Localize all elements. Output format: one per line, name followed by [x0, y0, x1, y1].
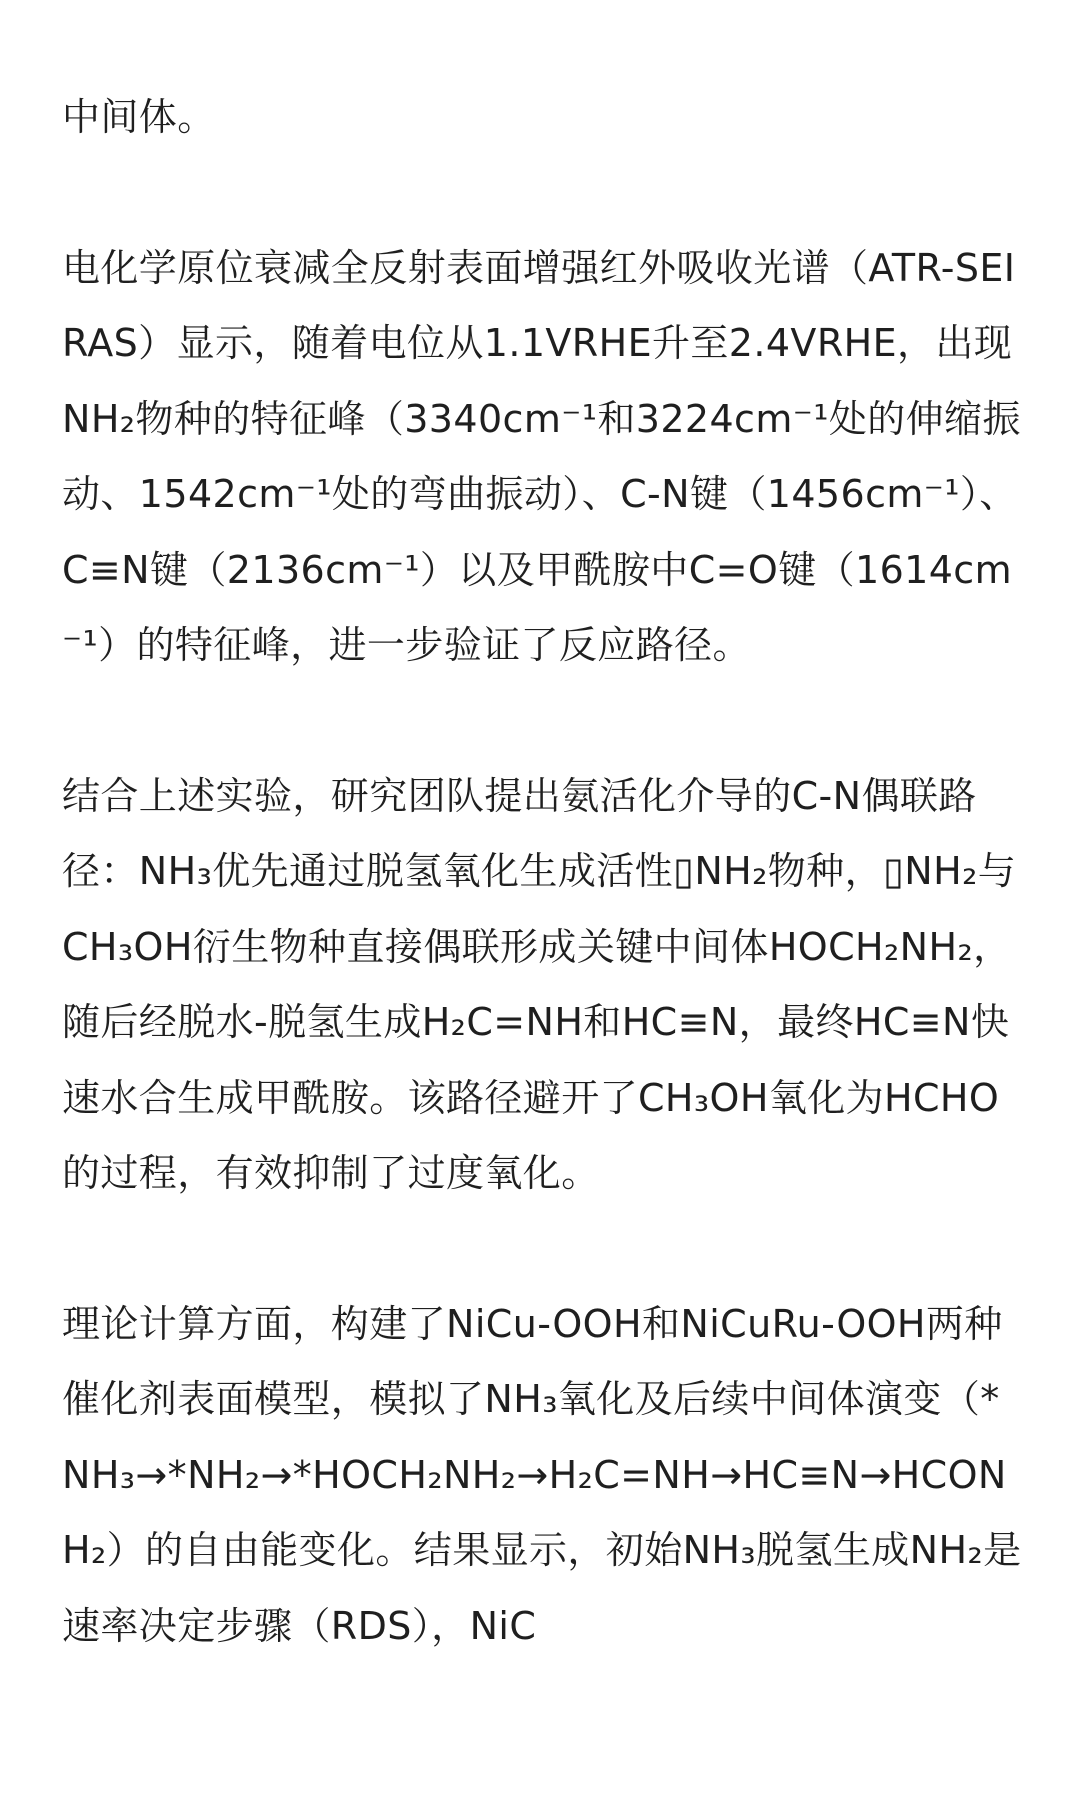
- paragraph-atr-seiras-results: 电化学原位衰减全反射表面增强红外吸收光谱（ATR-SEIRAS）显示，随着电位从1.1VRHE升至2.4VRHE，出现NH₂物种的特征峰（3340cm⁻¹和3224cm⁻¹处的伸缩振动、1542cm⁻¹处的弯曲振动）、C-N键（1456cm⁻¹）、C≡N键（2136cm⁻¹）以及甲酰胺中C=O键（1614cm⁻¹）的特征峰，进一步验证了反应路径。: [62, 245, 1021, 667]
- paragraph-intermediate-ending: 中间体。: [62, 95, 216, 139]
- paragraph-theoretical-calculation: 理论计算方面，构建了NiCu-OOH和NiCuRu-OOH两种催化剂表面模型，模拟了NH₃氧化及后续中间体演变（*NH₃→*NH₂→*HOCH₂NH₂→H₂C=NH→HC≡N→HCONH₂）的自由能变化。结果显示，初始NH₃脱氢生成NH₂是速率决定步骤（RDS），NiC: [62, 1301, 1022, 1648]
- article-body: [62, 80, 1022, 1664]
- paragraph-reaction-pathway: 结合上述实验，研究团队提出氨活化介导的C-N偶联路径：NH₃优先通过脱氢氧化生成活性▯NH₂物种，▯NH₂与CH₃OH衍生物种直接偶联形成关键中间体HOCH₂NH₂，随后经脱水-脱氢生成H₂C=NH和HC≡N，最终HC≡N快速水合生成甲酰胺。该路径避开了CH₃OH氧化为HCHO的过程，有效抑制了过度氧化。: [62, 773, 1017, 1195]
